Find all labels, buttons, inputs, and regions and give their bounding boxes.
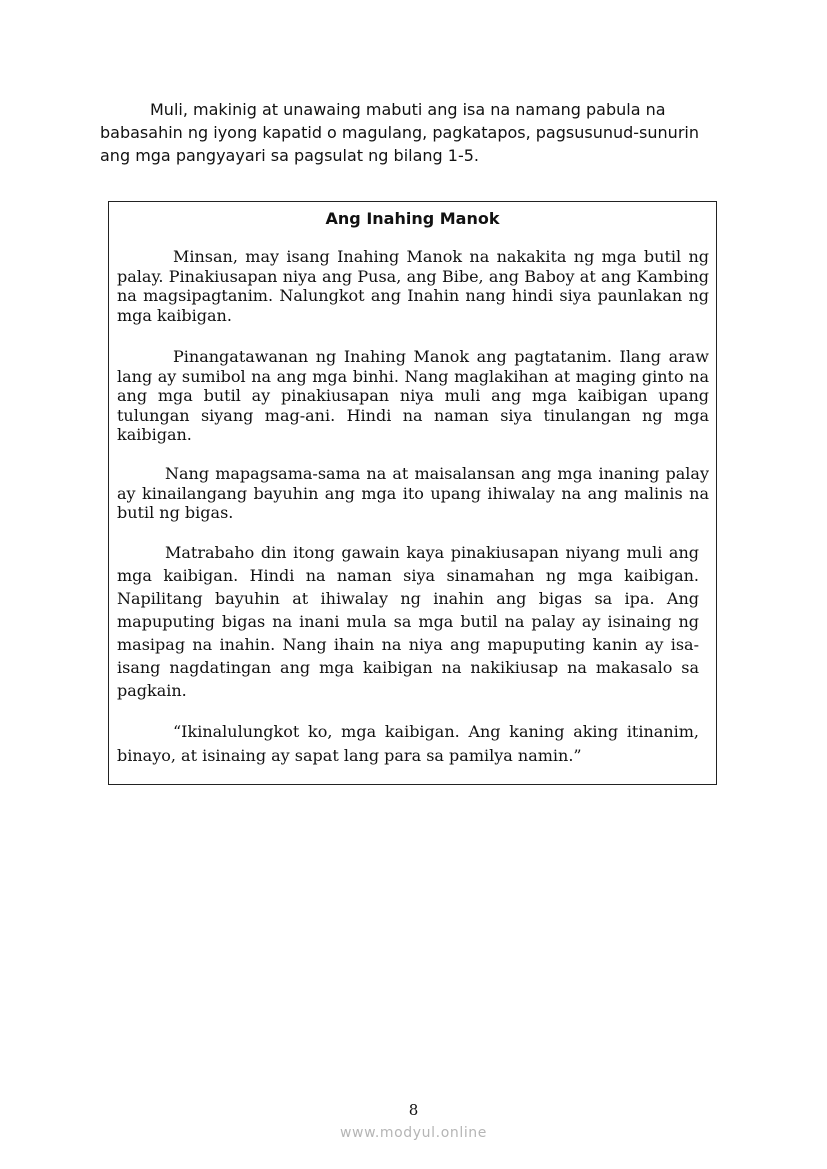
story-paragraph-4: Matrabaho din itong gawain kaya pinakiusapan niyang muli ang mga kaibigan. Hindi na naman siya sinamahan ng mga kaibigan. Napilitang bayuhin at ihiwalay ng inahin ang bigas sa ipa. Ang mapuputing bigas na inani mula sa mga butil na palay ay isinaing ng masipag na inahin. Nang ihain na niya ang mapuputing kanin ay isa-isang nagdatingan ang mga kaibigan na nakikiusap na makasalo sa pagkain. bbox=[117, 543, 699, 700]
story-title: Ang Inahing Manok bbox=[325, 209, 500, 228]
story-box bbox=[108, 201, 717, 785]
story-paragraph-3: Nang mapagsama-sama na at maisalansan ang mga inaning palay ay kinailangang bayuhin ang mga ito upang ihiwalay na ang malinis na butil ng bigas. bbox=[117, 464, 709, 522]
story-paragraph-1: Minsan, may isang Inahing Manok na nakakita ng mga butil ng palay. Pinakiusapan niya ang Pusa, ang Bibe, ang Baboy at ang Kambing na magsipagtanim. Nalungkot ang Inahin nang hindi siya paunlakan ng mga kaibigan. bbox=[117, 247, 709, 325]
instructions-paragraph bbox=[100, 98, 720, 167]
story-paragraph-5: “Ikinalulungkot ko, mga kaibigan. Ang kaning aking itinanim, binayo, at isinaing ay sapat lang para sa pamilya namin.” bbox=[117, 722, 699, 765]
instructions-text: Muli, makinig at unawaing mabuti ang isa na namang pabula na babasahin ng iyong kapatid o magulang, pagkatapos, pagsusunud-sunurin ang mga pangyayari sa pagsulat ng bilang 1-5. bbox=[100, 100, 699, 165]
watermark: www.modyul.online bbox=[339, 1125, 487, 1141]
story-paragraph-2: Pinangatawanan ng Inahing Manok ang pagtatanim. Ilang araw lang ay sumibol na ang mga binhi. Nang maglakihan at maging ginto na ang mga butil ay pinakiusapan niya muli ang mga kaibigan upang tulungan siyang mag-ani. Hindi na naman siya tinulangan ng mga kaibigan. bbox=[117, 347, 709, 444]
page-number: 8 bbox=[408, 1101, 419, 1119]
